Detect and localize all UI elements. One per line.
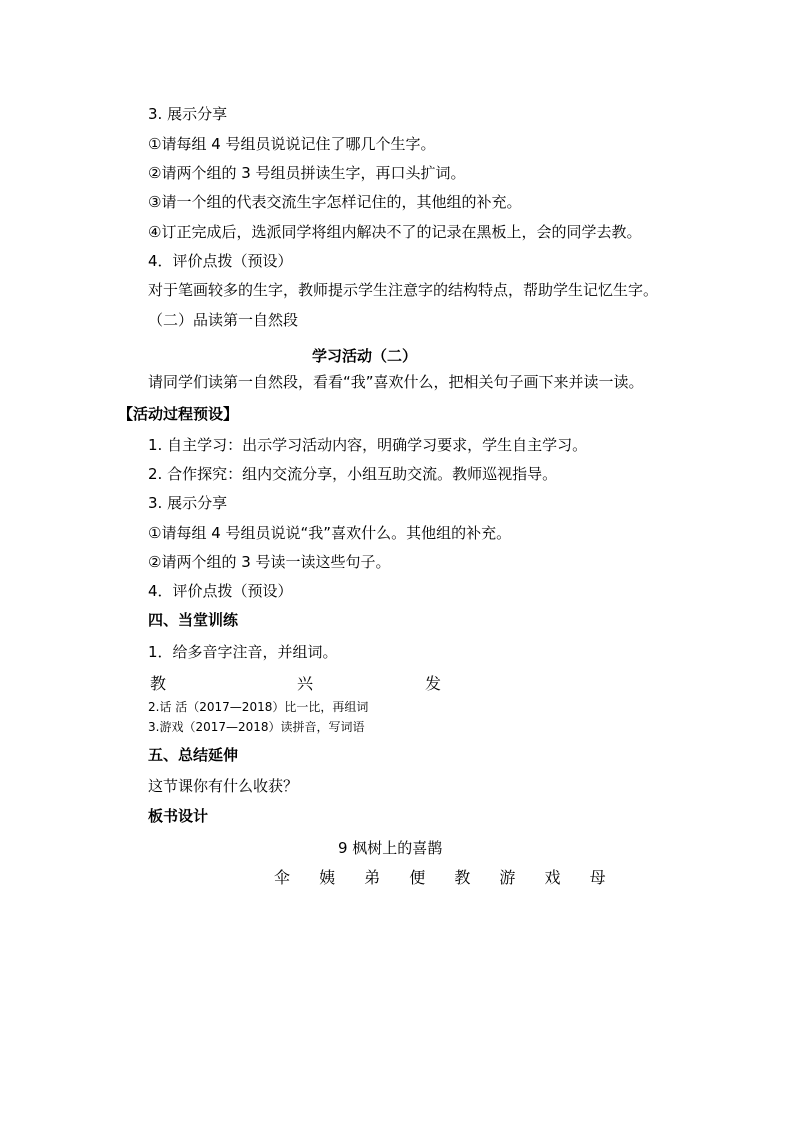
process-title: 【活动过程预设】 bbox=[118, 405, 239, 423]
section-4-text: 对于笔画较多的生字，教师提示学生注意字的结构特点，帮助学生记忆生字。 bbox=[148, 281, 659, 299]
training-question-2: 2.话 活（2017—2018）比一比，再组词 bbox=[148, 700, 369, 714]
process-item-4: ①请每组 4 号组员说说“我”喜欢什么。其他组的补充。 bbox=[148, 524, 512, 542]
activity-text: 请同学们读第一自然段，看看“我”喜欢什么，把相关句子画下来并读一读。 bbox=[148, 373, 644, 391]
s3-item-2: ②请两个组的 3 号组员拼读生字，再口头扩词。 bbox=[148, 164, 466, 182]
training-question-1: 1．给多音字注音，并组词。 bbox=[148, 643, 338, 661]
s3-item-1: ①请每组 4 号组员说说记住了哪几个生字。 bbox=[148, 135, 436, 153]
training-question-3: 3.游戏（2017—2018）读拼音，写词语 bbox=[148, 720, 365, 734]
board-design-title: 板书设计 bbox=[148, 807, 209, 825]
poly-char-3: 发 bbox=[425, 674, 442, 693]
s3-item-4: ④订正完成后，选派同学将组内解决不了的记录在黑板上，会的同学去教。 bbox=[148, 223, 642, 241]
activity-title: 学习活动（二） bbox=[312, 347, 418, 365]
poly-char-1: 教 bbox=[150, 674, 167, 693]
process-item-1: 1. 自主学习：出示学习活动内容，明确学习要求，学生自主学习。 bbox=[148, 436, 588, 454]
section-4-title: 4．评价点拨（预设） bbox=[148, 252, 293, 270]
process-item-5: ②请两个组的 3 号读一读这些句子。 bbox=[148, 553, 391, 571]
poly-char-2: 兴 bbox=[297, 674, 314, 693]
summary-text: 这节课你有什么收获？ bbox=[148, 777, 299, 795]
section-3-title: 3. 展示分享 bbox=[148, 105, 228, 123]
summary-title: 五、总结延伸 bbox=[148, 746, 239, 764]
board-heading: 9 枫树上的喜鹊 bbox=[338, 839, 443, 857]
process-item-2: 2. 合作探究：组内交流分享，小组互助交流。教师巡视指导。 bbox=[148, 465, 558, 483]
process-item-6: 4．评价点拨（预设） bbox=[148, 582, 293, 600]
part-2-title: （二）品读第一自然段 bbox=[148, 311, 299, 329]
training-title: 四、当堂训练 bbox=[148, 611, 239, 629]
board-chars: 伞 姨 弟 便 教 游 戏 母 bbox=[274, 868, 618, 887]
process-item-3: 3. 展示分享 bbox=[148, 494, 228, 512]
s3-item-3: ③请一个组的代表交流生字怎样记住的，其他组的补充。 bbox=[148, 193, 522, 211]
